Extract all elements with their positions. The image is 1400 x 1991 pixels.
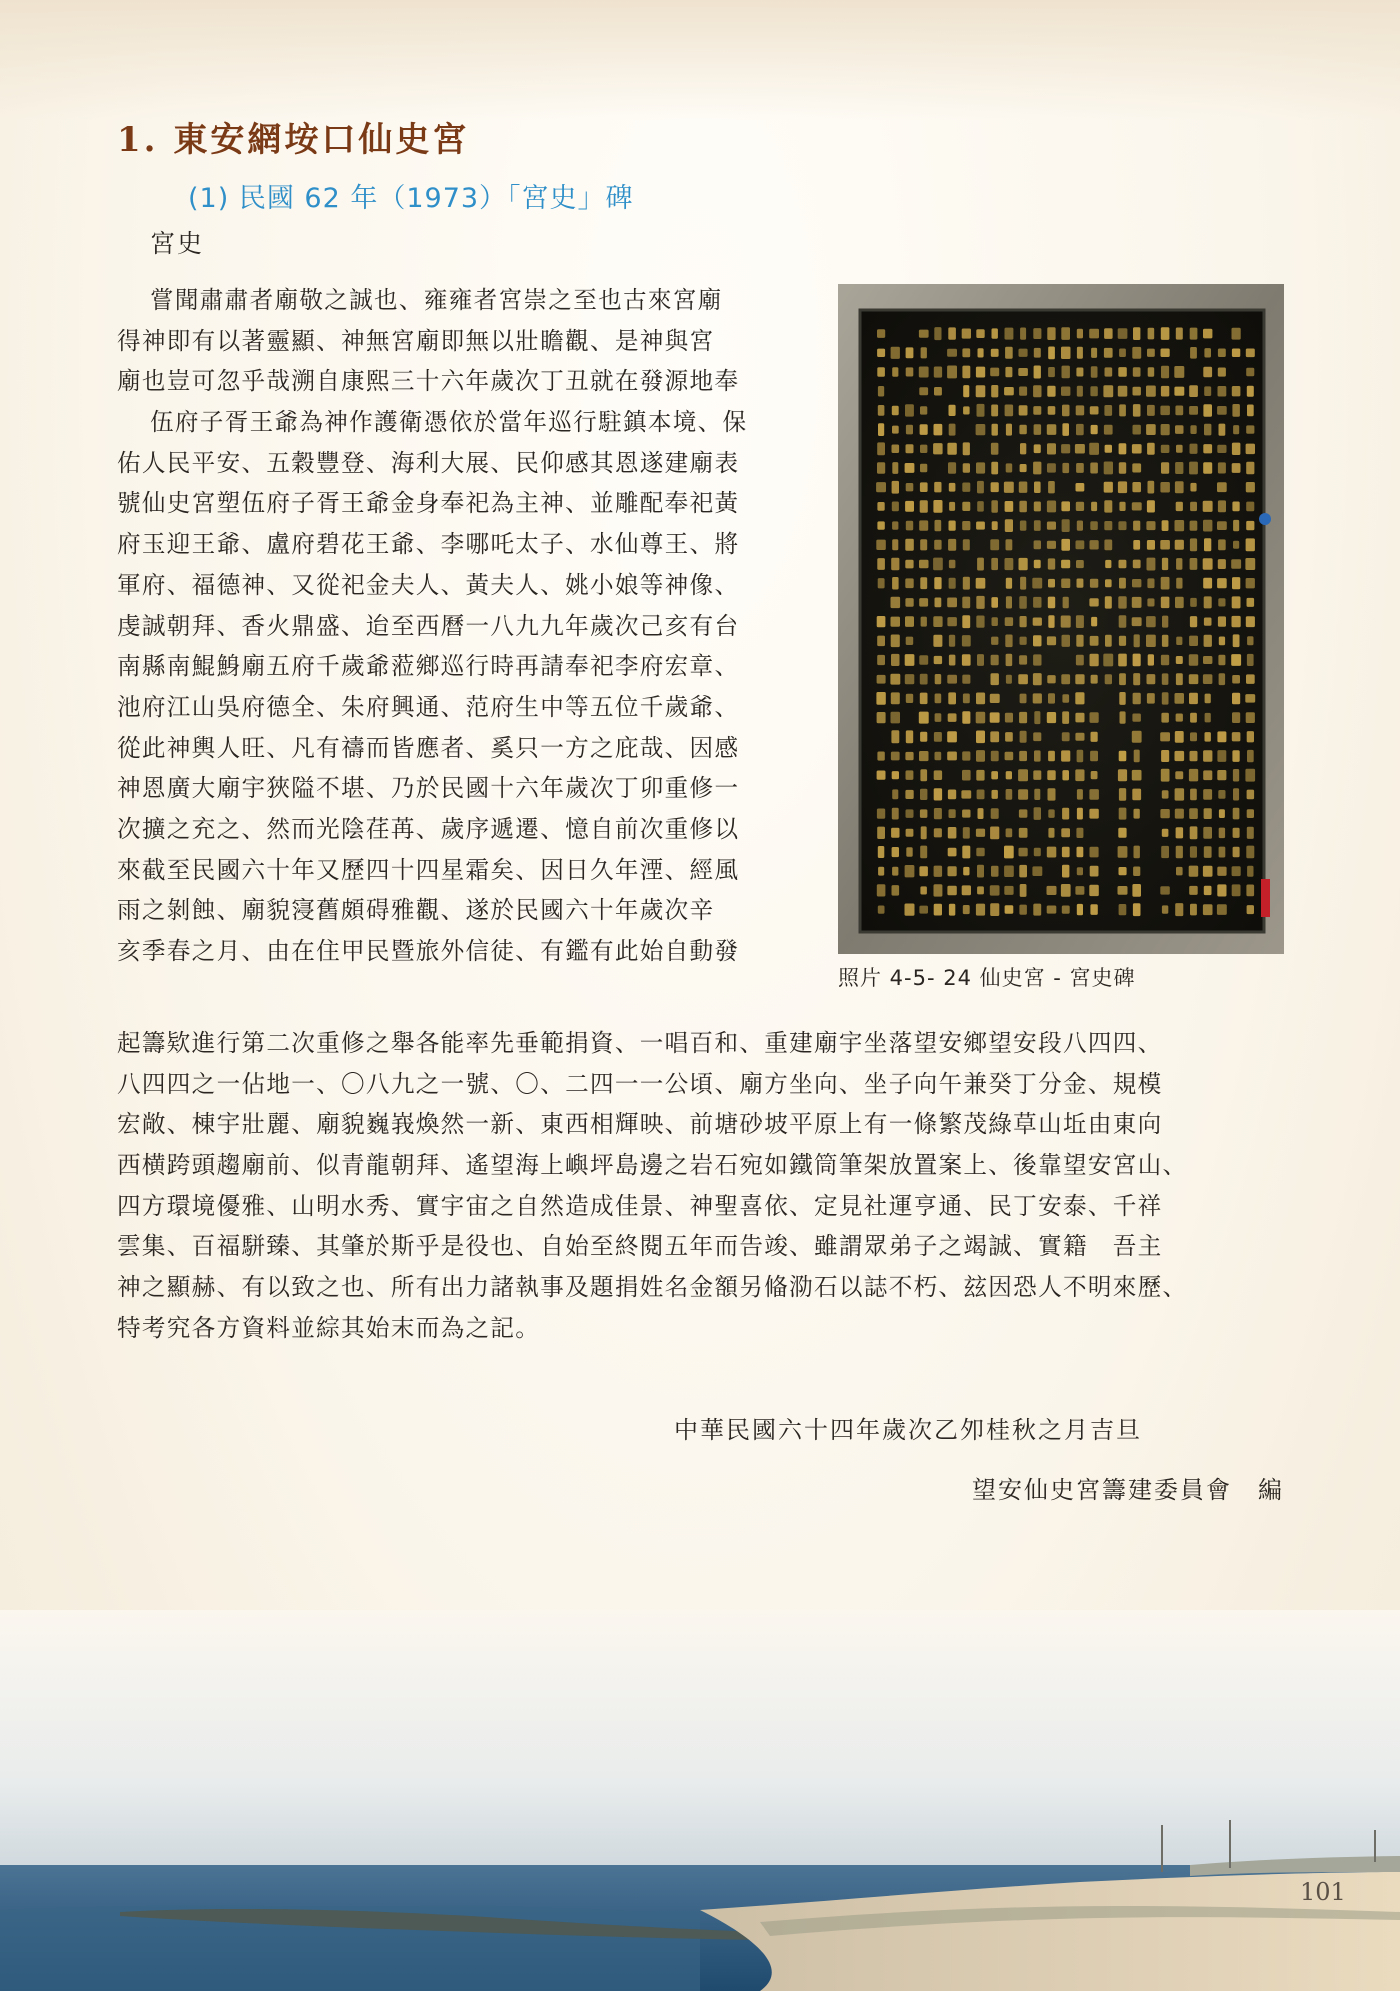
body-text-full-width [117, 1023, 1287, 1349]
body-line: 雨之剝蝕、廟貌寖舊頗碍雅觀、遂於民國六十年歲次辛 [117, 896, 715, 925]
body-line: 雲集、百福駢臻、其肇於斯乎是役也、自始至終閱五年而告竣、雖謂眾弟子之竭誠、實籍 吾主 [117, 1232, 1163, 1261]
stele-label: 宮史 [150, 229, 205, 258]
body-line: 西横跨頭趨廟前、似青龍朝拜、遙望海上嶼坪島邊之岩石宛如鐵筒筆架放置案上、後靠望安宮山、 [117, 1151, 1188, 1180]
body-line: 號仙史宮塑伍府子胥王爺金身奉祀為主神、並雕配奉祀黃 [117, 489, 740, 518]
body-text-wrapped [117, 280, 748, 972]
body-line: 神之顯赫、有以致之也、所有出力諸執事及題捐姓名金額另偹泐石以誌不朽、玆因恐人不明來歷、 [117, 1273, 1188, 1302]
body-line: 伍府子胥王爺為神作護衛憑依於當年巡行駐鎮本境、保 [150, 408, 748, 437]
section-subtitle: (1) 民國 62 年（1973）「宮史」碑 [188, 183, 634, 214]
body-line: 宏敞、棟宇壯麗、廟貌巍峩煥然一新、東西相輝映、前塘砂坡平原上有一條繁茂綠草山坵由東向 [117, 1110, 1163, 1139]
body-line: 亥季春之月、由在住甲民暨旅外信徒、有鑑有此始自動發 [117, 937, 740, 965]
body-line: 虔誠朝拜、香火鼎盛、迨至西曆一八九九年歲次己亥有台 [117, 611, 740, 640]
body-line: 得神即有以著靈顯、神無宮廟即無以壯瞻觀、是神與宮 [117, 326, 715, 355]
page-number: 101 [1300, 1878, 1346, 1906]
seascape-background [0, 1610, 1400, 1991]
body-line: 池府江山吳府德全、朱府興通、范府生中等五位千歲爺、 [117, 692, 740, 721]
inscription-editor: 望安仙史宮籌建委員會 編 [972, 1476, 1284, 1504]
photo-caption: 照片 4-5- 24 仙史宮 - 宮史碑 [838, 966, 1136, 990]
body-line: 府玉迎王爺、盧府碧花王爺、李哪吒太子、水仙尊王、將 [117, 530, 740, 559]
body-line: 來截至民國六十年又歷四十四星霜矣、因日久年湮、經風 [117, 855, 740, 884]
body-line: 廟也豈可忽乎哉溯自康熙三十六年歲次丁丑就在發源地奉 [117, 367, 740, 396]
body-line: 南縣南鯤鯓廟五府千歲爺蒞鄉巡行時再請奉祀李府宏章、 [117, 652, 740, 681]
top-vignette [0, 0, 1400, 120]
body-line: 從此神輿人旺、凡有禱而皆應者、奚只一方之庇哉、因感 [117, 733, 740, 762]
body-line: 軍府、福德神、又從祀金夫人、黃夫人、姚小娘等神像、 [117, 570, 740, 599]
body-line: 起籌欵進行第二次重修之舉各能率先垂範捐資、一唱百和、重建廟宇坐落望安鄉望安段八四四、 [117, 1029, 1163, 1057]
body-line: 佑人民平安、五穀豐登、海利大展、民仰感其恩遂建廟表 [117, 448, 740, 477]
section-title: 1. 東安網垵口仙史宮 [117, 120, 470, 160]
stele-photo [838, 284, 1284, 954]
body-line: 四方環境優雅、山明水秀、實宇宙之自然造成佳景、神聖喜依、定見社運亨通、民丁安泰、千祥 [117, 1191, 1163, 1220]
body-line: 特考究各方資料並綜其始末而為之記。 [117, 1313, 541, 1342]
body-line: 次擴之充之、然而光陰荏苒、歲序遞遷、憶自前次重修以 [117, 814, 740, 843]
inscription-date: 中華民國六十四年歲次乙夘桂秋之月吉旦 [674, 1416, 1142, 1444]
body-line: 神恩廣大廟宇狹隘不堪、乃於民國十六年歲次丁卯重修一 [117, 774, 740, 803]
body-line: 嘗聞肅肅者廟敬之誠也、雍雍者宮崇之至也古來宮廟 [150, 286, 723, 314]
body-line: 八四四之一佔地一、〇八九之一號、〇、二四一一公頃、廟方坐向、坐子向午兼癸丁分金、規模 [117, 1069, 1163, 1098]
